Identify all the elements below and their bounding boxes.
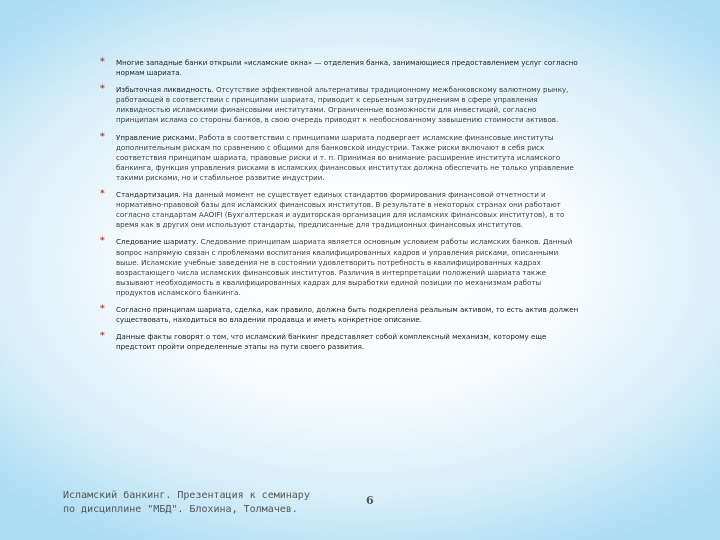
bullet-body: Отсутствие эффективной альтернативы традиционному межбанковскому валютному рынку, работающей в соответствии с принципами шариата, приводит к серьезным затруднениям в сфере управления ликвидностью исламскими финансовыми институтами. Ограниченные возможности для инвестиций, согласно принципам ислама со стороны банков, в свою очередь приводят к необоснованному завышению стоимости активов. <box>116 85 569 125</box>
bullet-item <box>98 332 580 352</box>
bullet-body: Работа в соответствии с принципами шариата подвергает исламские финансовые институты дополнительным рискам по сравнению с общими для банковской индустрии. Также риски включают в себя риск соответствия принципам шариата, правовые риски и т. п. Принимая во внимание расширение института исламского банкинга, функция управления рисками в исламских финансовых институтах должна обеспечить не только управление такими рисками, но и стабильное развитие индустрии. <box>116 132 574 182</box>
bullet-lead: Стандартизация. <box>116 190 181 200</box>
slide-body <box>98 58 580 359</box>
bullet-marker-icon: * <box>100 131 105 142</box>
bullet-item <box>98 58 580 78</box>
bullet-item <box>98 133 580 183</box>
bullet-body: Следование принципам шариата является основным условием работы исламских банков. Данный вопрос напрямую связан с проблемами воспитания квалифицированных кадров и управления рисками, описанными выше. Исламские учебные заведения не в состоянии удовлетворить потребность в квалифицированных кадрах возрастающего числа исламских финансовых институтов. Различия в интерпретации положений шариата также вызывают необходимость в квалифицированных кадрах для выработки единой позиции по механизмам работы продуктов исламского банкинга. <box>116 237 573 297</box>
bullet-marker-icon: * <box>100 57 105 67</box>
bullet-item <box>98 85 580 125</box>
bullet-lead: Избыточная ликвидность. <box>116 85 214 95</box>
bullet-lead: Следование шариату. <box>116 237 199 247</box>
footer-caption: Исламский банкинг. Презентация к семинару по дисциплине "МБД". Блохина, Толмачев. <box>63 490 310 515</box>
bullet-marker-icon: * <box>100 236 105 247</box>
bullet-lead: Согласно принципам шариата, сделка, как правило, должна быть подкреплена реальным активом, то есть актив должен существовать, находиться во владении продавца и иметь конкретное описание. <box>116 304 579 325</box>
bullet-marker-icon: * <box>100 303 105 314</box>
bullet-marker-icon: * <box>100 189 105 200</box>
bullet-item <box>98 237 580 298</box>
bullet-marker-icon: * <box>100 331 105 342</box>
bullet-body: На данный момент не существует единых стандартов формирования финансовой отчетности и нормативно-правовой базы для исламских финансовых институтов. В результате в некоторых странах они работают согласно стандартам AAOIFI (Бухгалтерская и аудиторская организация для исламских финансовых институтов), в то время как в других они используют стандарты, предписанные для традиционных финансовых институтов. <box>116 190 565 230</box>
bullet-item <box>98 305 580 325</box>
bullet-lead: Данные факты говорят о том, что исламский банкинг представляет собой комплексный механизм, которому еще предстоит пройти определенные этапы на пути своего развития. <box>116 332 547 352</box>
bullet-lead: Управление рисками. <box>116 132 197 142</box>
bullet-lead: Многие западные банки открыли «исламские окна» — отделения банка, занимающиеся предоставлением услуг согласно нормам шариата. <box>116 58 578 78</box>
bullet-item <box>98 190 580 230</box>
page-number: 6 <box>366 494 374 507</box>
bullet-marker-icon: * <box>100 84 105 95</box>
